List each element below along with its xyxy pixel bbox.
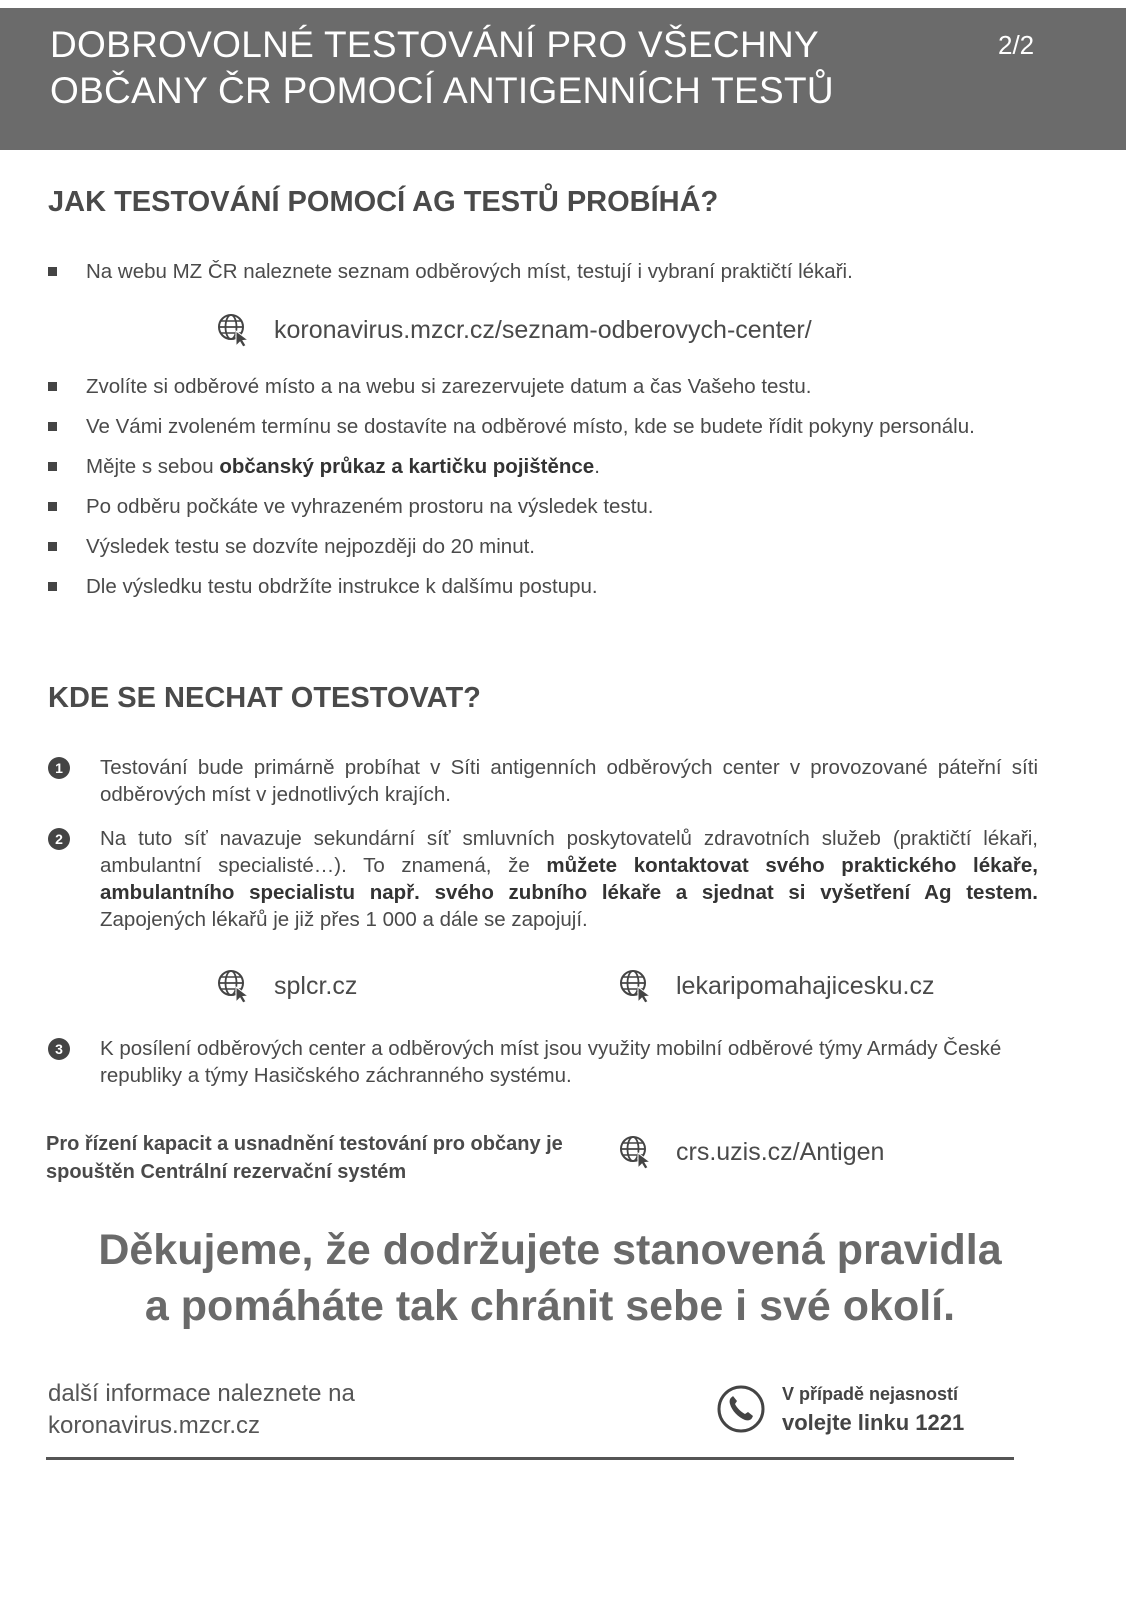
- numbered-item-text: K posílení odběrových center a odběrových míst jsou využity mobilní odběrové týmy Armády České republiky a týmy Hasičského záchranného systému.: [100, 1037, 1002, 1087]
- link-row-splcr: [216, 968, 357, 1004]
- globe-icon: [618, 1134, 654, 1170]
- list-item: [48, 373, 1038, 400]
- bullet-square-icon: [48, 422, 57, 431]
- list-item: [48, 413, 1038, 440]
- page-title-line2: OBČANY ČR POMOCÍ ANTIGENNÍCH TESTŮ: [50, 70, 834, 111]
- link-collection-centers[interactable]: koronavirus.mzcr.cz/seznam-odberovych-center/: [274, 315, 812, 344]
- capacity-text: Pro řízení kapacit a usnadnění testování pro občany je spouštěn Centrální rezervační systém: [46, 1133, 563, 1183]
- link-splcr[interactable]: splcr.cz: [274, 971, 358, 1000]
- helpline: [782, 1380, 964, 1438]
- bullet-square-icon: [48, 502, 57, 511]
- phone-icon: [716, 1384, 766, 1434]
- number-3-icon: 3: [48, 1038, 70, 1060]
- list-item-text: Zvolíte si odběrové místo a na webu si zarezervujete datum a čas Vašeho testu.: [86, 375, 812, 398]
- globe-icon: [618, 968, 654, 1004]
- numbered-item-text-before: Na tuto síť navazuje sekundární síť smluvních poskytovatelů zdravotních služeb (praktičtí lékaři, ambulantní specialisté…). To znamená, že: [100, 827, 1038, 877]
- how-list: [48, 373, 1038, 600]
- globe-icon: [216, 312, 252, 348]
- list-item-text: Dle výsledku testu obdržíte instrukce k dalšímu postupu.: [86, 575, 598, 598]
- numbered-item-2: [48, 825, 1038, 933]
- page-title-line1: DOBROVOLNÉ TESTOVÁNÍ PRO VŠECHNY: [50, 24, 819, 65]
- thanks-message: [0, 1222, 1100, 1334]
- list-item: [48, 453, 1038, 480]
- footer-divider: [46, 1457, 1014, 1460]
- list-item-text: Výsledek testu se dozvíte nejpozději do 20 minut.: [86, 535, 535, 558]
- list-item-text: Ve Vámi zvoleném termínu se dostavíte na odběrové místo, kde se budete řídit pokyny personálu.: [86, 415, 975, 438]
- numbered-item-3: [48, 1035, 1038, 1089]
- helpline-line1: V případě nejasností: [782, 1384, 959, 1404]
- list-item-text-before: Mějte s sebou: [86, 455, 220, 478]
- link-lekari[interactable]: lekaripomahajicesku.cz: [676, 971, 935, 1000]
- list-item: [48, 493, 1038, 520]
- helpline-line2: volejte linku 1221: [782, 1410, 965, 1435]
- header-banner: [0, 8, 1126, 150]
- globe-icon: [216, 968, 252, 1004]
- footer-info-link[interactable]: koronavirus.mzcr.cz: [48, 1412, 261, 1439]
- page-number: 2/2: [998, 30, 1035, 60]
- bullet-square-icon: [48, 582, 57, 591]
- bullet-square-icon: [48, 542, 57, 551]
- numbered-item-1: [48, 754, 1038, 808]
- bullet-square-icon: [48, 382, 57, 391]
- list-item-text: Po odběru počkáte ve vyhrazeném prostoru na výsledek testu.: [86, 495, 654, 518]
- link-crs[interactable]: crs.uzis.cz/Antigen: [676, 1137, 885, 1166]
- link-row-lekari: [618, 968, 934, 1004]
- page-title: [50, 22, 950, 114]
- how-list-top: [48, 258, 1038, 285]
- numbered-item-text: [100, 825, 1038, 933]
- number-1-icon: 1: [48, 757, 70, 779]
- thanks-line2: a pomáháte tak chránit sebe i své okolí.: [144, 1282, 956, 1330]
- footer-info: [48, 1378, 355, 1442]
- list-item: [48, 533, 1038, 560]
- list-item: [48, 258, 1038, 285]
- list-item-text-after: .: [594, 455, 600, 478]
- number-2-icon: 2: [48, 828, 70, 850]
- section-heading-how: JAK TESTOVÁNÍ POMOCÍ AG TESTŮ PROBÍHÁ?: [48, 186, 719, 218]
- thanks-line1: Děkujeme, že dodržujete stanovená pravidla: [98, 1226, 1002, 1274]
- bullet-square-icon: [48, 462, 57, 471]
- footer-info-line1: další informace naleznete na: [48, 1380, 355, 1407]
- list-item: [48, 573, 1038, 600]
- section-heading-where: KDE SE NECHAT OTESTOVAT?: [48, 682, 481, 714]
- numbered-item-text-after: Zapojených lékařů je již přes 1 000 a dále se zapojují.: [100, 908, 588, 931]
- numbered-item-text: Testování bude primárně probíhat v Síti antigenních odběrových center v provozované páteřní síti odběrových míst v jednotlivých krajích.: [100, 756, 1038, 806]
- numbered-item-text-bold: můžete kontaktovat svého praktického lékaře, ambulantního specialistu např. svého zubního lékaře a sjednat si vyšetření Ag testem.: [100, 854, 1038, 904]
- link-row-crs: [618, 1134, 884, 1170]
- list-item-text: Na webu MZ ČR naleznete seznam odběrových míst, testují i vybraní praktičtí lékaři.: [86, 260, 853, 283]
- bullet-square-icon: [48, 267, 57, 276]
- list-item-text-bold: občanský průkaz a kartičku pojištěnce: [219, 455, 595, 478]
- link-row-collection-centers: [216, 312, 812, 348]
